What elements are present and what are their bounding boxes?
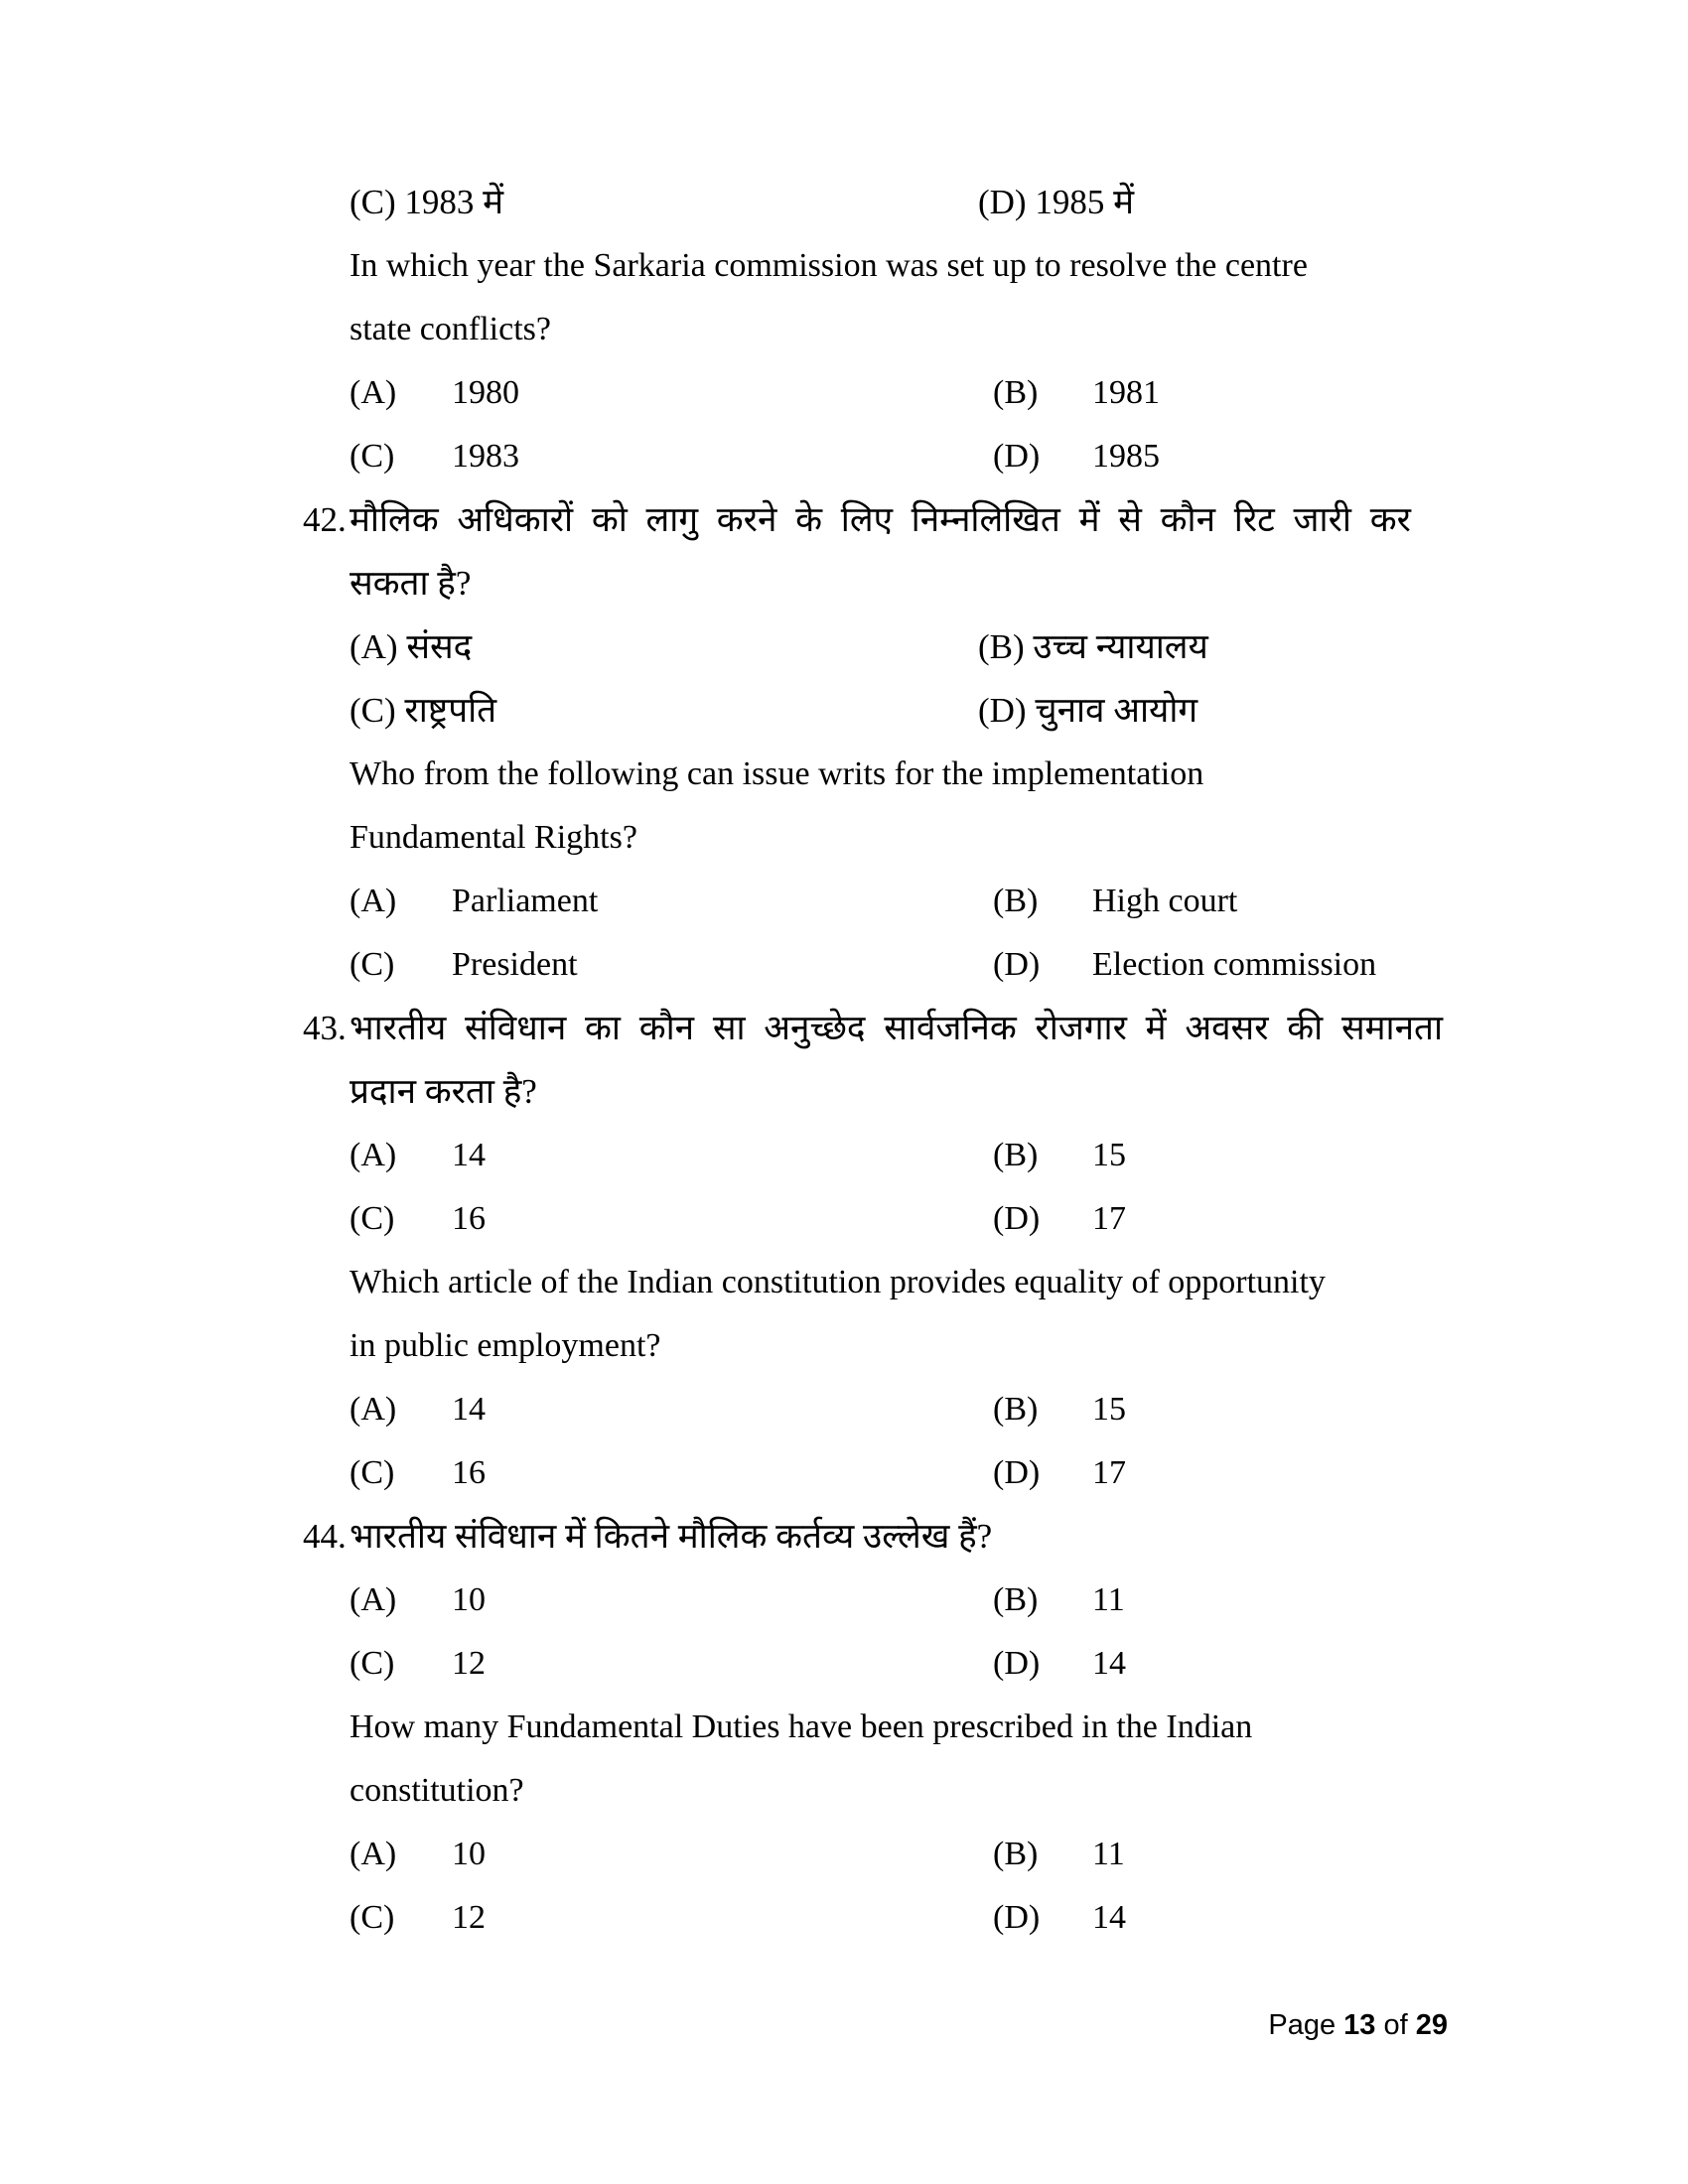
q43-hindi-text-line1 [0,997,1688,1060]
option-label: (C) [350,946,395,983]
option-value: 17 [1092,1200,1126,1237]
q44-english-options-row-ab [0,1823,1688,1886]
option-label: (C) [350,691,396,730]
page-footer [1268,2005,1448,2045]
option-label: (A) [350,1836,397,1872]
option-label: (A) [350,627,398,666]
option-value: 14 [1092,1645,1126,1682]
q41-option-c [350,171,503,234]
q41-english-options-row-cd [0,425,1688,488]
document-body [0,171,1688,1950]
option-value: 1983 [452,438,519,475]
option-value: चुनाव आयोग [1035,691,1198,730]
q42-english-options-row-ab [0,870,1688,933]
option-label: (C) [350,438,395,475]
option-value: 15 [1092,1391,1126,1428]
option-value: High court [1092,883,1238,919]
option-label: (A) [350,883,397,919]
q44-hindi-options-row-cd [0,1632,1688,1696]
option-label: (C) [350,1645,395,1682]
option-label: (B) [993,1581,1039,1618]
q43-english-text-line1 [0,1251,1688,1314]
footer-page-label: Page [1268,2009,1336,2041]
option-label: (D) [993,946,1041,983]
q42-hindi-options-row-cd [0,679,1688,743]
q41-english-text-line1 [0,234,1688,298]
option-label: (D) [978,691,1027,730]
option-label: (D) [993,438,1041,475]
question-text: Fundamental Rights? [350,819,637,856]
option-value: 15 [1092,1137,1126,1173]
option-label: (C) [350,1899,395,1936]
option-label: (A) [350,1391,397,1428]
question-text: In which year the Sarkaria commission was set up to resolve the centre [350,247,1308,284]
q42-option-b [978,615,1208,679]
option-value: 10 [452,1581,486,1618]
option-label: (C) [350,183,396,221]
option-label: (B) [993,1836,1039,1872]
option-value: 14 [452,1391,486,1428]
q41-option-d [978,171,1134,234]
option-label: (B) [978,627,1025,666]
question-text: Who from the following can issue writs for the implementation [350,755,1204,792]
option-value: 1981 [1092,374,1160,411]
q42-option-c [350,679,496,743]
question-text: in public employment? [350,1327,661,1364]
option-label: (A) [350,374,397,411]
option-label: (D) [978,183,1027,221]
option-value: 16 [452,1454,486,1491]
question-text: How many Fundamental Duties have been prescribed in the Indian [350,1708,1253,1745]
option-label: (A) [350,1137,397,1173]
q42-option-a [350,615,472,679]
q43-hindi-options-row-cd [0,1187,1688,1251]
question-text: state conflicts? [350,311,551,347]
option-label: (B) [993,1391,1039,1428]
option-value: संसद [406,627,473,666]
q42-hindi-options-row-ab [0,615,1688,679]
question-text: constitution? [350,1772,524,1809]
option-value: 1985 [1092,438,1160,475]
q43-english-options-row-ab [0,1378,1688,1441]
option-value: 11 [1092,1581,1125,1618]
q43-english-text-line2 [0,1314,1688,1378]
footer-total-pages: 29 [1415,2009,1448,2041]
option-value: 16 [452,1200,486,1237]
q43-hindi-text-line2 [0,1060,1688,1124]
question-text: भारतीय संविधान में कितने मौलिक कर्तव्य उल्लेख हैं? [350,1517,993,1556]
q42-option-d [978,679,1197,743]
option-value: 10 [452,1836,486,1872]
option-label: (D) [993,1645,1041,1682]
question-number: 42. [303,500,347,539]
option-label: (B) [993,374,1039,411]
option-value: 12 [452,1645,486,1682]
question-text: मौलिक अधिकारों को लागु करने के लिए निम्नलिखित में से कौन रिट जारी कर [350,500,1411,539]
option-value: उच्च न्यायालय [1033,627,1208,666]
q42-english-options-row-cd [0,933,1688,997]
option-label: (B) [993,883,1039,919]
q44-english-text-line1 [0,1696,1688,1759]
q44-hindi-options-row-ab [0,1569,1688,1632]
q42-english-text-line1 [0,743,1688,806]
option-value: 14 [1092,1899,1126,1936]
q43-hindi-options-row-ab [0,1124,1688,1187]
question-text: भारतीय संविधान का कौन सा अनुच्छेद सार्वजनिक रोजगार में अवसर की समानता [350,1009,1444,1047]
option-value: 1983 में [404,183,504,221]
footer-of-label: of [1383,2009,1408,2041]
question-number: 43. [303,1009,347,1047]
option-value: Parliament [452,883,599,919]
option-label: (D) [993,1454,1041,1491]
q44-english-options-row-cd [0,1886,1688,1950]
option-label: (C) [350,1454,395,1491]
q42-hindi-text-line2 [0,552,1688,615]
option-value: 11 [1092,1836,1125,1872]
q41-english-text-line2 [0,298,1688,361]
option-label: (A) [350,1581,397,1618]
option-value: 1980 [452,374,519,411]
option-value: 17 [1092,1454,1126,1491]
option-label: (D) [993,1200,1041,1237]
question-text: प्रदान करता है? [350,1072,537,1111]
q41-hindi-options-row-cd [0,171,1688,234]
question-text: Which article of the Indian constitution provides equality of opportunity [350,1264,1326,1300]
option-label: (B) [993,1137,1039,1173]
option-value: President [452,946,578,983]
q42-hindi-text-line1 [0,488,1688,552]
footer-page-number: 13 [1343,2009,1376,2041]
question-number: 44. [303,1517,347,1556]
q41-english-options-row-ab [0,361,1688,425]
option-value: 14 [452,1137,486,1173]
q42-english-text-line2 [0,806,1688,870]
option-value: राष्ट्रपति [404,691,497,730]
question-text: सकता है? [350,564,472,603]
option-label: (D) [993,1899,1041,1936]
option-label: (C) [350,1200,395,1237]
option-value: Election commission [1092,946,1377,983]
option-value: 1985 में [1035,183,1135,221]
q44-hindi-text-line1 [0,1505,1688,1569]
q44-english-text-line2 [0,1759,1688,1823]
q43-english-options-row-cd [0,1441,1688,1505]
option-value: 12 [452,1899,486,1936]
